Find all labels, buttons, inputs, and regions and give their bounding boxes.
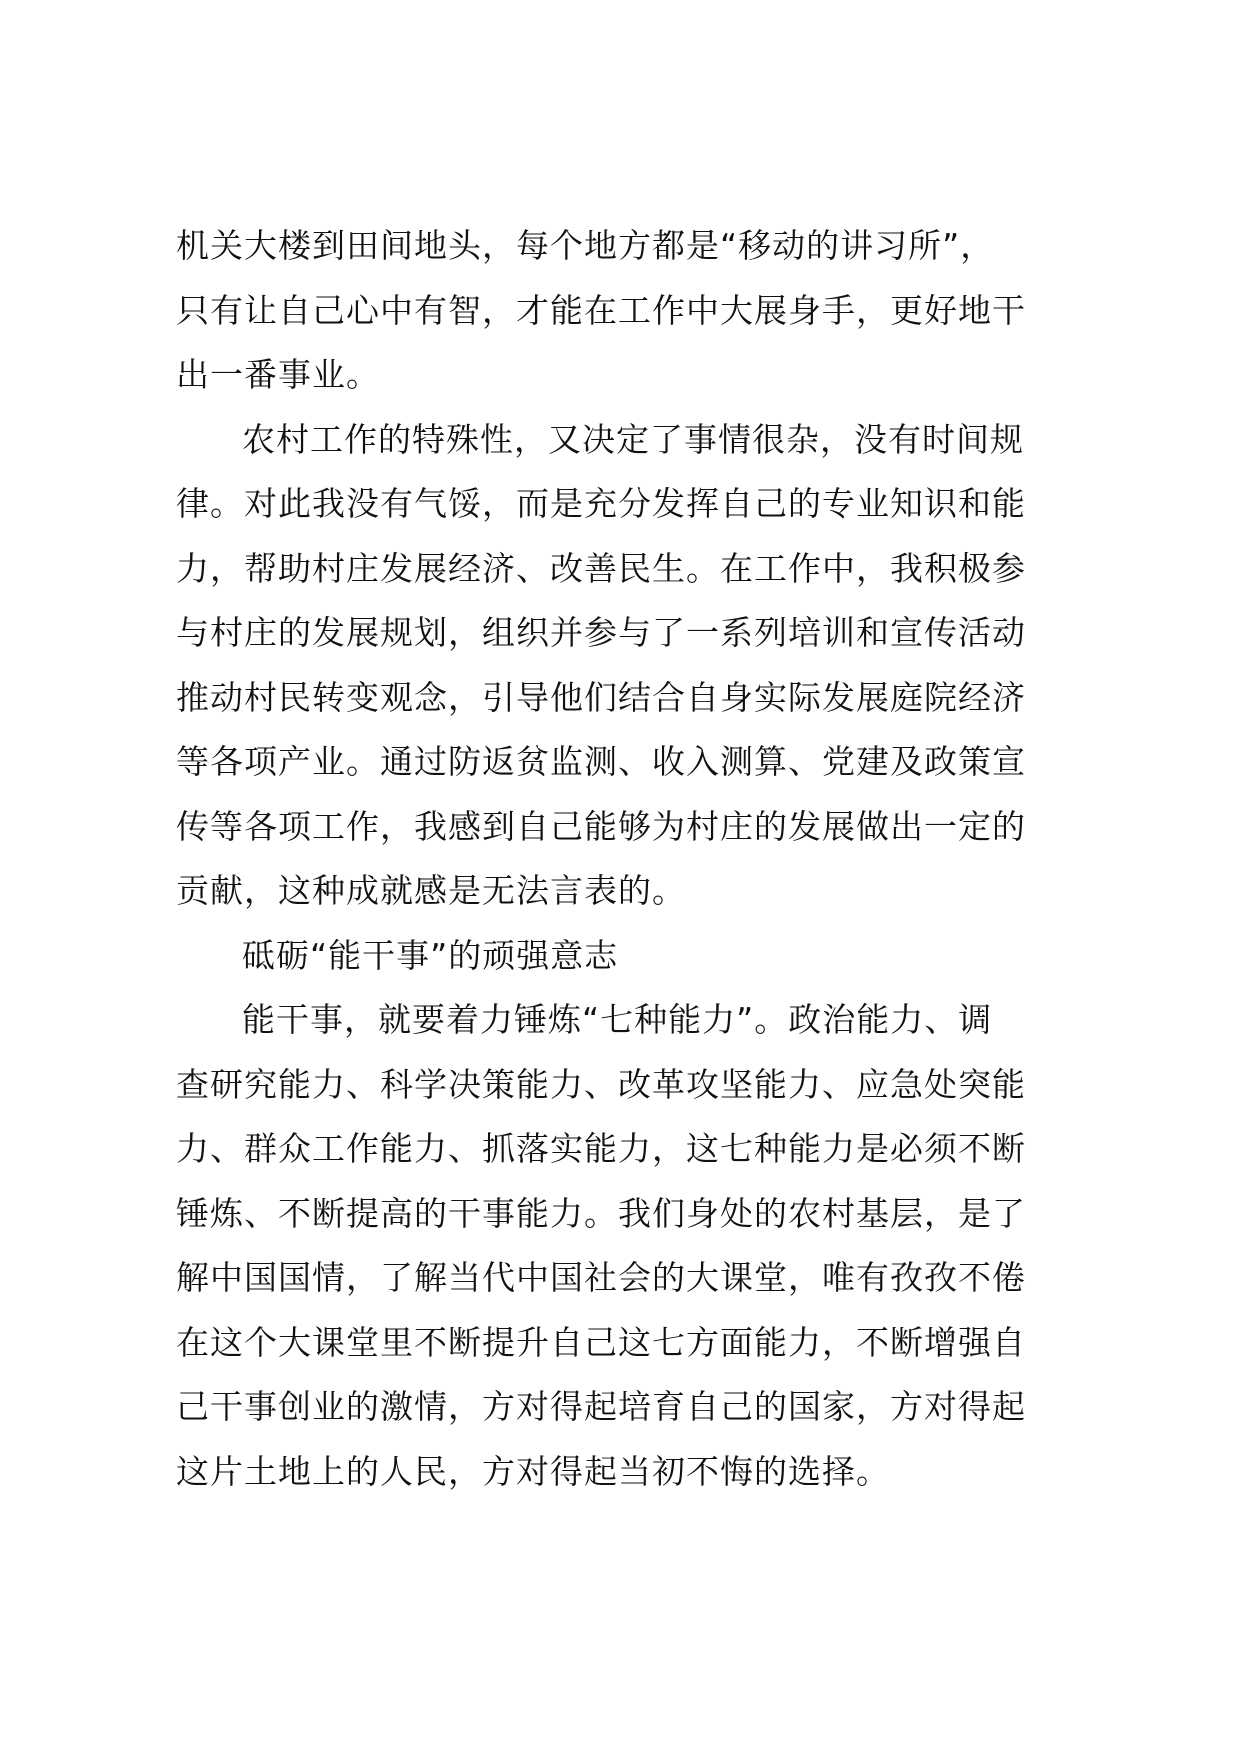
- document-body: [176, 214, 1096, 1504]
- text-line-20: 这片土地上的人民，方对得起当初不悔的选择。: [176, 1451, 890, 1491]
- text-line-2: 只有让自己心中有智，才能在工作中大展身手，更好地干: [176, 290, 1026, 330]
- text-line-3: 出一番事业。: [176, 355, 380, 394]
- text-line-19: 己干事创业的激情，方对得起培育自己的国家，方对得起: [176, 1387, 1026, 1426]
- text-line-1: 机关大楼到田间地头，每个地方都是“移动的讲习所”，: [176, 226, 995, 265]
- paragraph-start-line: 农村工作的特殊性，又决定了事情很杂，没有时间规: [242, 419, 1024, 459]
- text-line-17: 解中国国情，了解当代中国社会的大课堂，唯有孜孜不倦: [176, 1258, 1026, 1297]
- text-line-18: 在这个大课堂里不断提升自己这七方面能力，不断增强自: [176, 1322, 1026, 1362]
- text-line-8: 推动村民转变观念，引导他们结合自身实际发展庭院经济: [176, 677, 1026, 717]
- text-line-9: 等各项产业。通过防返贫监测、收入测算、党建及政策宣: [176, 742, 1026, 781]
- paragraph-start-line: 能干事，就要着力锤炼“七种能力”。政治能力、调: [242, 1000, 993, 1039]
- text-line-7: 与村庄的发展规划，组织并参与了一系列培训和宣传活动: [176, 613, 1026, 652]
- text-line-5: 律。对此我没有气馁，而是充分发挥自己的专业知识和能: [176, 484, 1026, 523]
- text-line-6: 力，帮助村庄发展经济、改善民生。在工作中，我积极参: [176, 548, 1026, 588]
- text-line-15: 力、群众工作能力、抓落实能力，这七种能力是必须不断: [176, 1129, 1026, 1168]
- text-line-10: 传等各项工作，我感到自己能够为村庄的发展做出一定的: [176, 806, 1026, 846]
- section-heading: 砥砺“能干事”的顽强意志: [242, 935, 619, 975]
- text-line-16: 锤炼、不断提高的干事能力。我们身处的农村基层，是了: [176, 1193, 1026, 1233]
- text-line-11: 贡献，这种成就感是无法言表的。: [176, 871, 686, 910]
- text-line-14: 查研究能力、科学决策能力、改革攻坚能力、应急处突能: [176, 1064, 1026, 1104]
